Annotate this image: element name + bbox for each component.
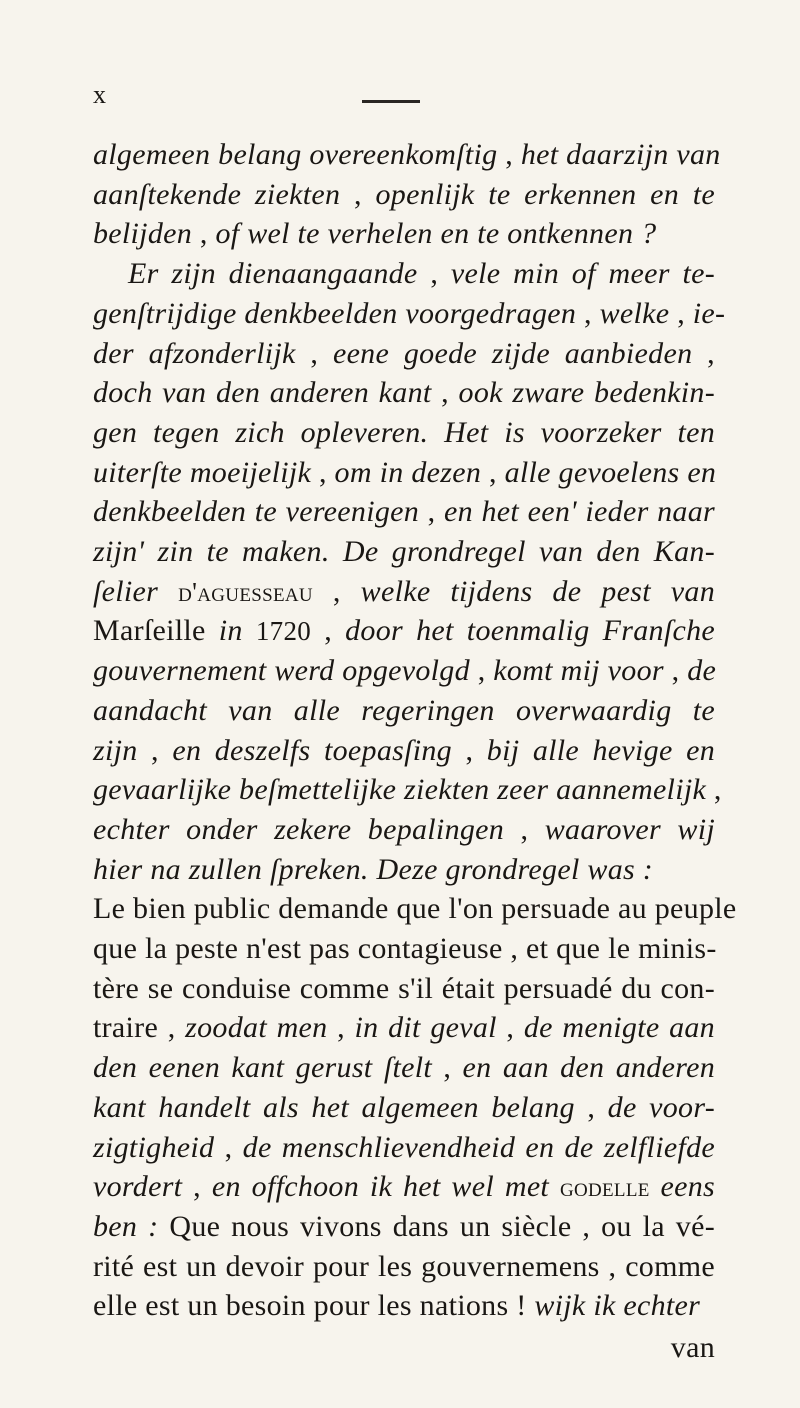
text-run: , bbox=[182, 1170, 212, 1204]
text-run: , bbox=[214, 1130, 243, 1164]
text-run: , bbox=[669, 296, 693, 330]
text-run: welke tijdens de pest van bbox=[360, 574, 715, 608]
text-run: gen tegen zich opleveren. Het is voorzeker ten bbox=[93, 415, 715, 449]
text-run: en offchoon ik het wel met bbox=[211, 1170, 560, 1204]
text-run: , bbox=[137, 733, 173, 767]
text-line bbox=[93, 456, 715, 490]
text-run: , bbox=[431, 1051, 463, 1085]
text-line bbox=[93, 296, 726, 331]
text-line bbox=[93, 892, 737, 926]
text-line bbox=[128, 257, 715, 291]
page-number: x bbox=[93, 80, 106, 109]
text-run: , bbox=[692, 336, 715, 370]
text-run: in dit geval bbox=[354, 1011, 497, 1045]
text-run: kant handelt als het algemeen belang bbox=[93, 1090, 575, 1124]
text-run: eens bbox=[649, 1170, 715, 1204]
text-run: zoodat men bbox=[185, 1011, 328, 1045]
text-run: zigtigheid bbox=[93, 1130, 215, 1164]
text-line bbox=[93, 1210, 715, 1244]
text-run: vele min of meer te- bbox=[450, 257, 715, 291]
text-line bbox=[93, 694, 715, 728]
text-run: , bbox=[419, 495, 445, 529]
text-run: vordert bbox=[93, 1170, 183, 1204]
text-run: d'aguesseau bbox=[178, 576, 313, 607]
text-line bbox=[93, 1250, 715, 1284]
text-run: in bbox=[218, 614, 256, 648]
text-run: alle gevoelens en bbox=[504, 455, 717, 489]
text-line bbox=[93, 1091, 715, 1125]
text-line bbox=[93, 1131, 715, 1165]
text-run: , bbox=[496, 1011, 524, 1045]
text-run: uiterſte moeijelijk bbox=[93, 455, 312, 489]
text-run: rité est un devoir pour les gouvernemens , comme bbox=[93, 1249, 715, 1283]
text-run: om in dezen bbox=[334, 455, 482, 489]
text-line bbox=[93, 217, 715, 251]
text-run: en het een' ieder naar bbox=[444, 495, 715, 529]
text-run: , bbox=[576, 296, 600, 330]
text-line bbox=[93, 337, 715, 371]
text-run: echter onder zekere bepalingen bbox=[93, 812, 505, 846]
text-run: eene goede zijde aanbieden bbox=[332, 336, 693, 370]
text-run: , bbox=[431, 376, 459, 410]
text-line bbox=[93, 495, 715, 529]
text-run: 1720 bbox=[255, 616, 312, 647]
text-run: , bbox=[706, 773, 722, 807]
text-run: , bbox=[481, 455, 505, 489]
text-run: gevaarlijke beſmettelijke ziekten zeer aannemelijk bbox=[93, 773, 707, 807]
text-run: , bbox=[312, 574, 361, 608]
text-run: de menigte aan bbox=[523, 1011, 715, 1045]
text-line bbox=[93, 376, 715, 410]
catchword: van bbox=[670, 1331, 715, 1364]
text-line bbox=[93, 178, 715, 212]
text-run: , bbox=[663, 654, 688, 688]
text-run: bij alle hevige en bbox=[486, 733, 715, 767]
text-run: , bbox=[327, 1011, 355, 1045]
text-line bbox=[93, 813, 715, 847]
text-run: welke bbox=[599, 296, 670, 330]
text-run: wijk ik echter bbox=[534, 1289, 701, 1323]
text-run: de bbox=[687, 654, 717, 688]
text-run: , bbox=[340, 177, 376, 211]
text-run: belijden bbox=[93, 217, 193, 251]
text-run: den eenen kant gerust ſtelt bbox=[93, 1051, 432, 1085]
text-line bbox=[93, 932, 715, 966]
text-run: , bbox=[192, 217, 216, 251]
text-run: denkbeelden te vereenigen bbox=[93, 495, 420, 529]
text-run: , bbox=[311, 614, 346, 648]
text-run: de menschlievendheid en de zelfliefde bbox=[242, 1130, 715, 1164]
text-run: godelle bbox=[559, 1172, 650, 1203]
text-run: door het toenmalig Franſche bbox=[345, 614, 715, 648]
text-run: aandacht van alle regeringen overwaardig te bbox=[93, 693, 715, 727]
text-line bbox=[93, 575, 715, 609]
text-run: zijn bbox=[93, 733, 138, 767]
text-run: openlijk te erkennen en te bbox=[375, 177, 715, 211]
text-line bbox=[93, 734, 715, 768]
text-line bbox=[93, 654, 715, 688]
text-run: elle est un besoin pour les nations ! bbox=[93, 1289, 535, 1323]
text-run: , bbox=[469, 654, 494, 688]
text-run: , bbox=[574, 1090, 608, 1124]
text-run: , bbox=[311, 455, 335, 489]
text-run: Er zijn dienaangaande bbox=[128, 257, 418, 291]
text-line bbox=[93, 535, 715, 569]
text-run: het daarzijn van bbox=[520, 138, 721, 171]
text-line bbox=[93, 1051, 715, 1085]
text-run: , bbox=[417, 257, 451, 291]
text-line bbox=[93, 416, 715, 450]
text-run: ſelier bbox=[93, 574, 179, 608]
text-run: Que nous vivons dans un siècle , ou la vé- bbox=[169, 1209, 715, 1243]
text-run: ben : bbox=[93, 1209, 170, 1243]
text-run: genſtrijdige denkbeelden voorgedragen bbox=[93, 296, 577, 330]
text-line bbox=[93, 138, 721, 172]
text-line bbox=[93, 1289, 715, 1323]
text-line bbox=[93, 972, 715, 1006]
text-line bbox=[93, 1011, 715, 1045]
text-run: gouvernement werd opgevolgd bbox=[93, 654, 470, 688]
text-line bbox=[93, 853, 715, 887]
text-line bbox=[93, 614, 715, 648]
text-run: , bbox=[451, 733, 487, 767]
text-run: que la peste n'est pas contagieuse , et que le minis- bbox=[93, 932, 717, 965]
text-run: aanſtekende ziekten bbox=[93, 177, 341, 211]
text-run: waarover wij bbox=[544, 812, 715, 846]
text-run: Le bien public demande que l'on persuade au peuple bbox=[93, 892, 737, 926]
text-run: , bbox=[295, 336, 333, 370]
text-line bbox=[93, 1170, 715, 1204]
text-run: ie- bbox=[692, 296, 726, 330]
text-run: doch van den anderen kant bbox=[93, 376, 432, 410]
text-run: hier na zullen ſpreken. Deze grondregel was : bbox=[93, 852, 654, 886]
text-run: en deszelfs toepasſing bbox=[172, 733, 452, 767]
text-run: traire , bbox=[93, 1011, 186, 1045]
text-run: of wel te verhelen en te ontkennen ? bbox=[215, 217, 657, 251]
text-run: algemeen belang overeenkomſtig bbox=[93, 138, 498, 171]
text-run: en aan den anderen bbox=[462, 1051, 715, 1085]
text-run: tère se conduise comme s'il était persuadé du con- bbox=[93, 971, 715, 1005]
header-rule bbox=[362, 100, 420, 103]
text-run: zijn' zin te maken. De grondregel van den Kan- bbox=[93, 535, 715, 568]
text-run: , bbox=[497, 138, 521, 171]
text-run: Marſeille bbox=[93, 614, 219, 648]
text-run: der afzonderlijk bbox=[93, 336, 296, 370]
text-line bbox=[93, 773, 722, 807]
text-run: komt mij voor bbox=[493, 654, 664, 688]
text-run: ook zware bedenkin- bbox=[458, 376, 715, 410]
text-run: , bbox=[504, 812, 545, 846]
text-run: de voor- bbox=[607, 1090, 715, 1124]
